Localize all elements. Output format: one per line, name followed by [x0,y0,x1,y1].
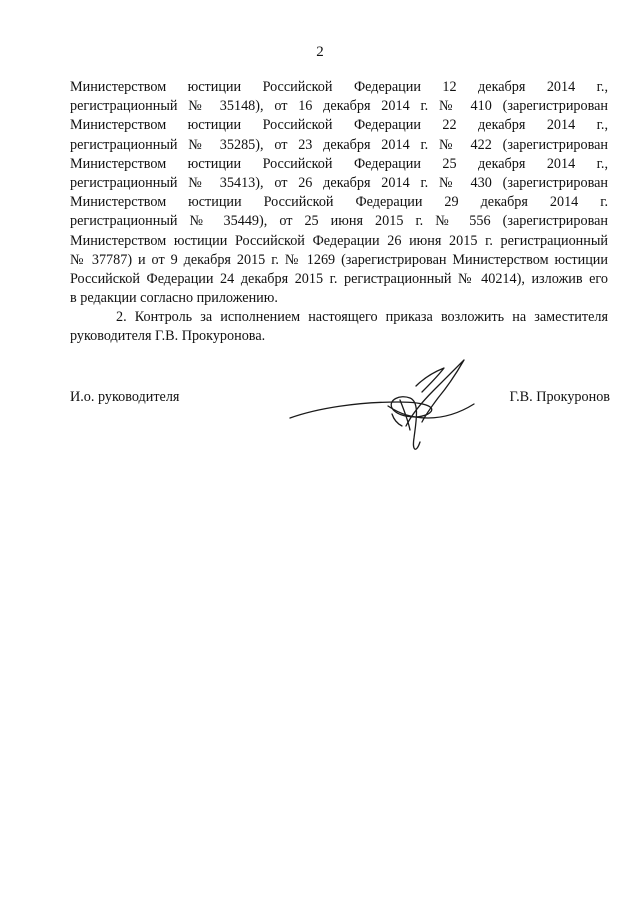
body-line: Министерством юстиции Российской Федерации 12 декабря 2014 г., [70,79,608,95]
body-line: 2. Контроль за исполнением настоящего приказа возложить на заместителя [116,309,608,326]
body-line: руководителя Г.В. Прокуронова. [70,328,266,345]
body-line: Министерством юстиции Российской Федерации 22 декабря 2014 г., [70,117,608,134]
document-body [70,78,608,347]
signatory-position: И.о. руководителя [70,389,180,405]
page-number: 2 [316,44,324,60]
body-line: регистрационный № 35285), от 23 декабря 2014 г. № 422 (зарегистрирован [70,136,608,153]
body-line: Министерством юстиции Российской Федерации 26 июня 2015 г. регистрационный [70,232,608,249]
body-line: № 37787) и от 9 декабря 2015 г. № 1269 (зарегистрирован Министерством юстиции [70,251,608,268]
body-line: Российской Федерации 24 декабря 2015 г. регистрационный № 40214), изложив его [70,270,608,287]
body-line: в редакции согласно приложению. [70,290,278,307]
body-line: Министерством юстиции Российской Федерации 29 декабря 2014 г. [70,194,608,211]
body-line: регистрационный № 35413), от 26 декабря 2014 г. № 430 (зарегистрирован [70,174,608,191]
body-line: Министерством юстиции Российской Федерации 25 декабря 2014 г., [70,155,608,172]
handwritten-signature [288,356,478,456]
body-line: регистрационный № 35449), от 25 июня 2015 г. № 556 (зарегистрирован [70,213,608,230]
signatory-name: Г.В. Прокуронов [509,389,610,405]
body-line: регистрационный № 35148), от 16 декабря 2014 г. № 410 (зарегистрирован [70,98,608,115]
